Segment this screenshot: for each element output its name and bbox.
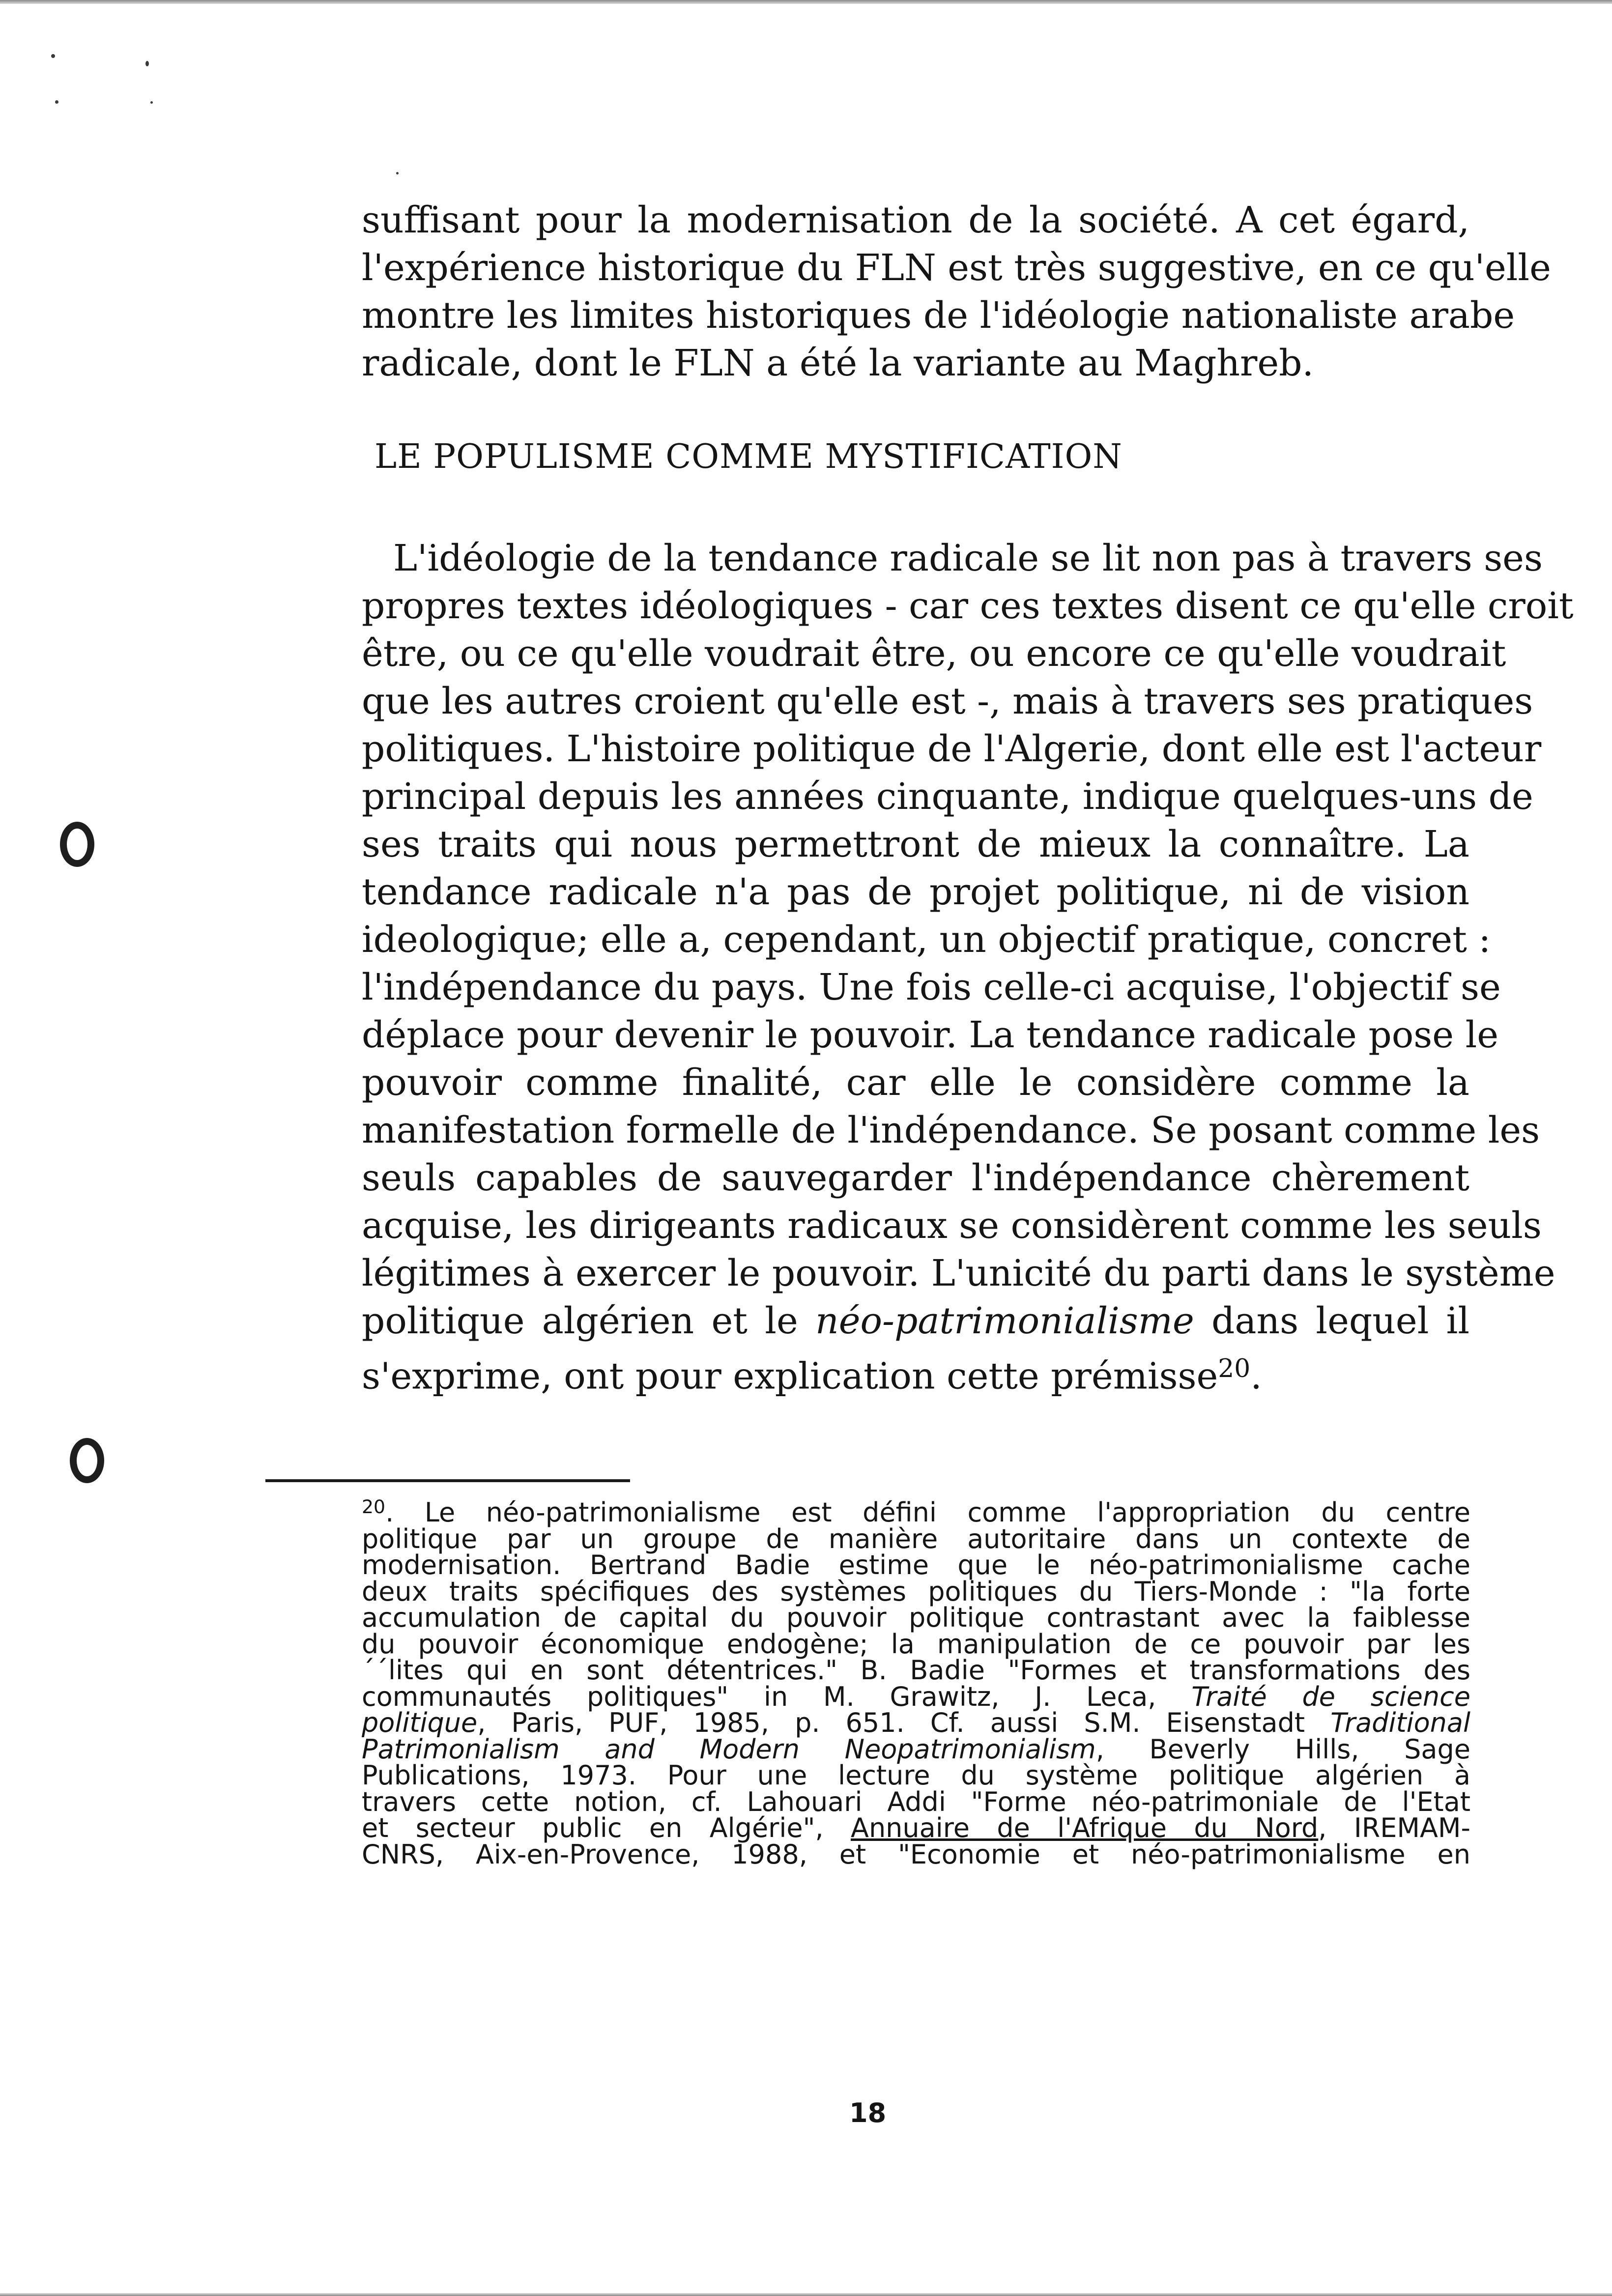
scan-bottom-edge	[0, 2293, 1612, 2296]
text-line: L'idéologie de la tendance radicale se lit non pas à travers ses	[393, 537, 1543, 579]
text-line: radicale, dont le FLN a été la variante au Maghreb.	[362, 342, 1314, 384]
text-line: propres textes idéologiques - car ces textes disent ce qu'elle croit	[362, 585, 1574, 627]
footnote-line	[362, 1494, 1470, 1526]
book-title: Traité de science	[1191, 1681, 1470, 1712]
footnote-reference: 20	[1218, 1354, 1251, 1383]
text-line: être, ou ce qu'elle voudrait être, ou encore ce qu'elle voudrait	[362, 632, 1506, 675]
footnote-line: travers cette notion, cf. Lahouari Addi "Forme néo-patrimoniale de l'Etat	[362, 1786, 1470, 1817]
text-run: . Le néo-patrimonialisme est défini comme l'appropriation du centre	[385, 1497, 1470, 1528]
book-title: Traditional	[1330, 1707, 1470, 1738]
footnote-line: ´´lites qui en sont détentrices." B. Badie "Formes et transformations des	[362, 1655, 1470, 1686]
footnote-line	[362, 1733, 1470, 1765]
text-line: ideologique; elle a, cependant, un objectif pratique, concret :	[362, 918, 1491, 961]
text-line: que les autres croient qu'elle est -, mais à travers ses pratiques	[362, 680, 1533, 722]
footnote-marker: 20	[362, 1496, 386, 1518]
text-line	[362, 1297, 1469, 1345]
text-line: tendance radicale n'a pas de projet politique, ni de vision	[362, 871, 1469, 913]
text-run: communautés politiques" in M. Grawitz, J. Leca,	[362, 1681, 1192, 1712]
scan-speck	[51, 54, 55, 58]
footnote-line: accumulation de capital du pouvoir politique contrastant avec la faiblesse	[362, 1602, 1470, 1633]
scan-speck	[150, 101, 153, 104]
text-run: politique algérien et le	[362, 1300, 816, 1342]
footnote-line: deux traits spécifiques des systèmes politiques du Tiers-Monde : "la forte	[362, 1576, 1470, 1607]
scan-speck	[55, 100, 58, 104]
text-line: l'expérience historique du FLN est très suggestive, en ce qu'elle	[362, 247, 1551, 289]
text-line: ses traits qui nous permettront de mieux la connaître. La	[362, 823, 1469, 865]
section-heading: LE POPULISME COMME MYSTIFICATION	[374, 437, 1123, 476]
footnote-line	[362, 1812, 1470, 1843]
text-run: , Paris, PUF, 1985, p. 651. Cf. aussi S.M. Eisenstadt	[477, 1707, 1331, 1738]
text-line: déplace pour devenir le pouvoir. La tendance radicale pose le	[362, 1014, 1499, 1056]
book-title: politique	[362, 1707, 478, 1738]
punch-hole	[70, 1438, 104, 1483]
footnote	[362, 1494, 1470, 1870]
footnote-line	[362, 1707, 1470, 1738]
text-line: l'indépendance du pays. Une fois celle-ci acquise, l'objectif se	[362, 966, 1501, 1008]
text-line: pouvoir comme finalité, car elle le considère comme la	[362, 1062, 1469, 1104]
footnote-line: politique par un groupe de manière autoritaire dans un contexte de	[362, 1523, 1470, 1554]
text-line: légitimes à exercer le pouvoir. L'unicité du parti dans le système	[362, 1252, 1555, 1294]
scan-speck	[396, 172, 399, 174]
text-run: .	[1250, 1355, 1262, 1398]
page-number: 18	[849, 2097, 887, 2128]
footnote-rule	[265, 1479, 630, 1482]
scan-speck	[145, 61, 149, 66]
footnote-line: CNRS, Aix-en-Provence, 1988, et "Economie et néo-patrimonialisme en	[362, 1838, 1470, 1870]
italic-term: néo-patrimonialisme	[815, 1300, 1194, 1342]
main-paragraph	[362, 535, 1574, 1400]
text-line: politiques. L'histoire politique de l'Algerie, dont elle est l'acteur	[362, 728, 1542, 770]
text-run: , Beverly Hills, Sage	[1095, 1733, 1470, 1765]
journal-title: Annuaire de l'Afrique du Nord	[851, 1812, 1319, 1843]
text-line: seuls capables de sauvegarder l'indépendance chèrement	[362, 1157, 1469, 1199]
text-run: dans lequel il	[1194, 1300, 1469, 1342]
footnote-line: modernisation. Bertrand Badie estime que le néo-patrimonialisme cache	[362, 1550, 1470, 1580]
text-line: acquise, les dirigeants radicaux se considèrent comme les seuls	[362, 1205, 1542, 1247]
scan-top-edge	[0, 0, 1612, 4]
text-run: s'exprime, ont pour explication cette prémisse	[362, 1355, 1218, 1398]
text-line: manifestation formelle de l'indépendance. Se posant comme les	[362, 1109, 1540, 1151]
intro-paragraph	[362, 197, 1551, 387]
footnote-line: Publications, 1973. Pour une lecture du système politique algérien à	[362, 1760, 1470, 1791]
text-run: et secteur public en Algérie",	[362, 1812, 851, 1843]
text-line: suffisant pour la modernisation de la société. A cet égard,	[362, 199, 1469, 241]
text-line	[362, 1345, 1469, 1400]
text-line: montre les limites historiques de l'idéologie nationaliste arabe	[362, 294, 1515, 337]
footnote-line	[362, 1681, 1470, 1712]
book-title: Patrimonialism and Modern Neopatrimonialism	[362, 1733, 1096, 1765]
text-line: principal depuis les années cinquante, indique quelques-uns de	[362, 775, 1533, 818]
text-run: , IREMAM-	[1318, 1812, 1470, 1843]
punch-hole	[60, 822, 94, 867]
footnote-line: du pouvoir économique endogène; la manipulation de ce pouvoir par les	[362, 1628, 1470, 1660]
